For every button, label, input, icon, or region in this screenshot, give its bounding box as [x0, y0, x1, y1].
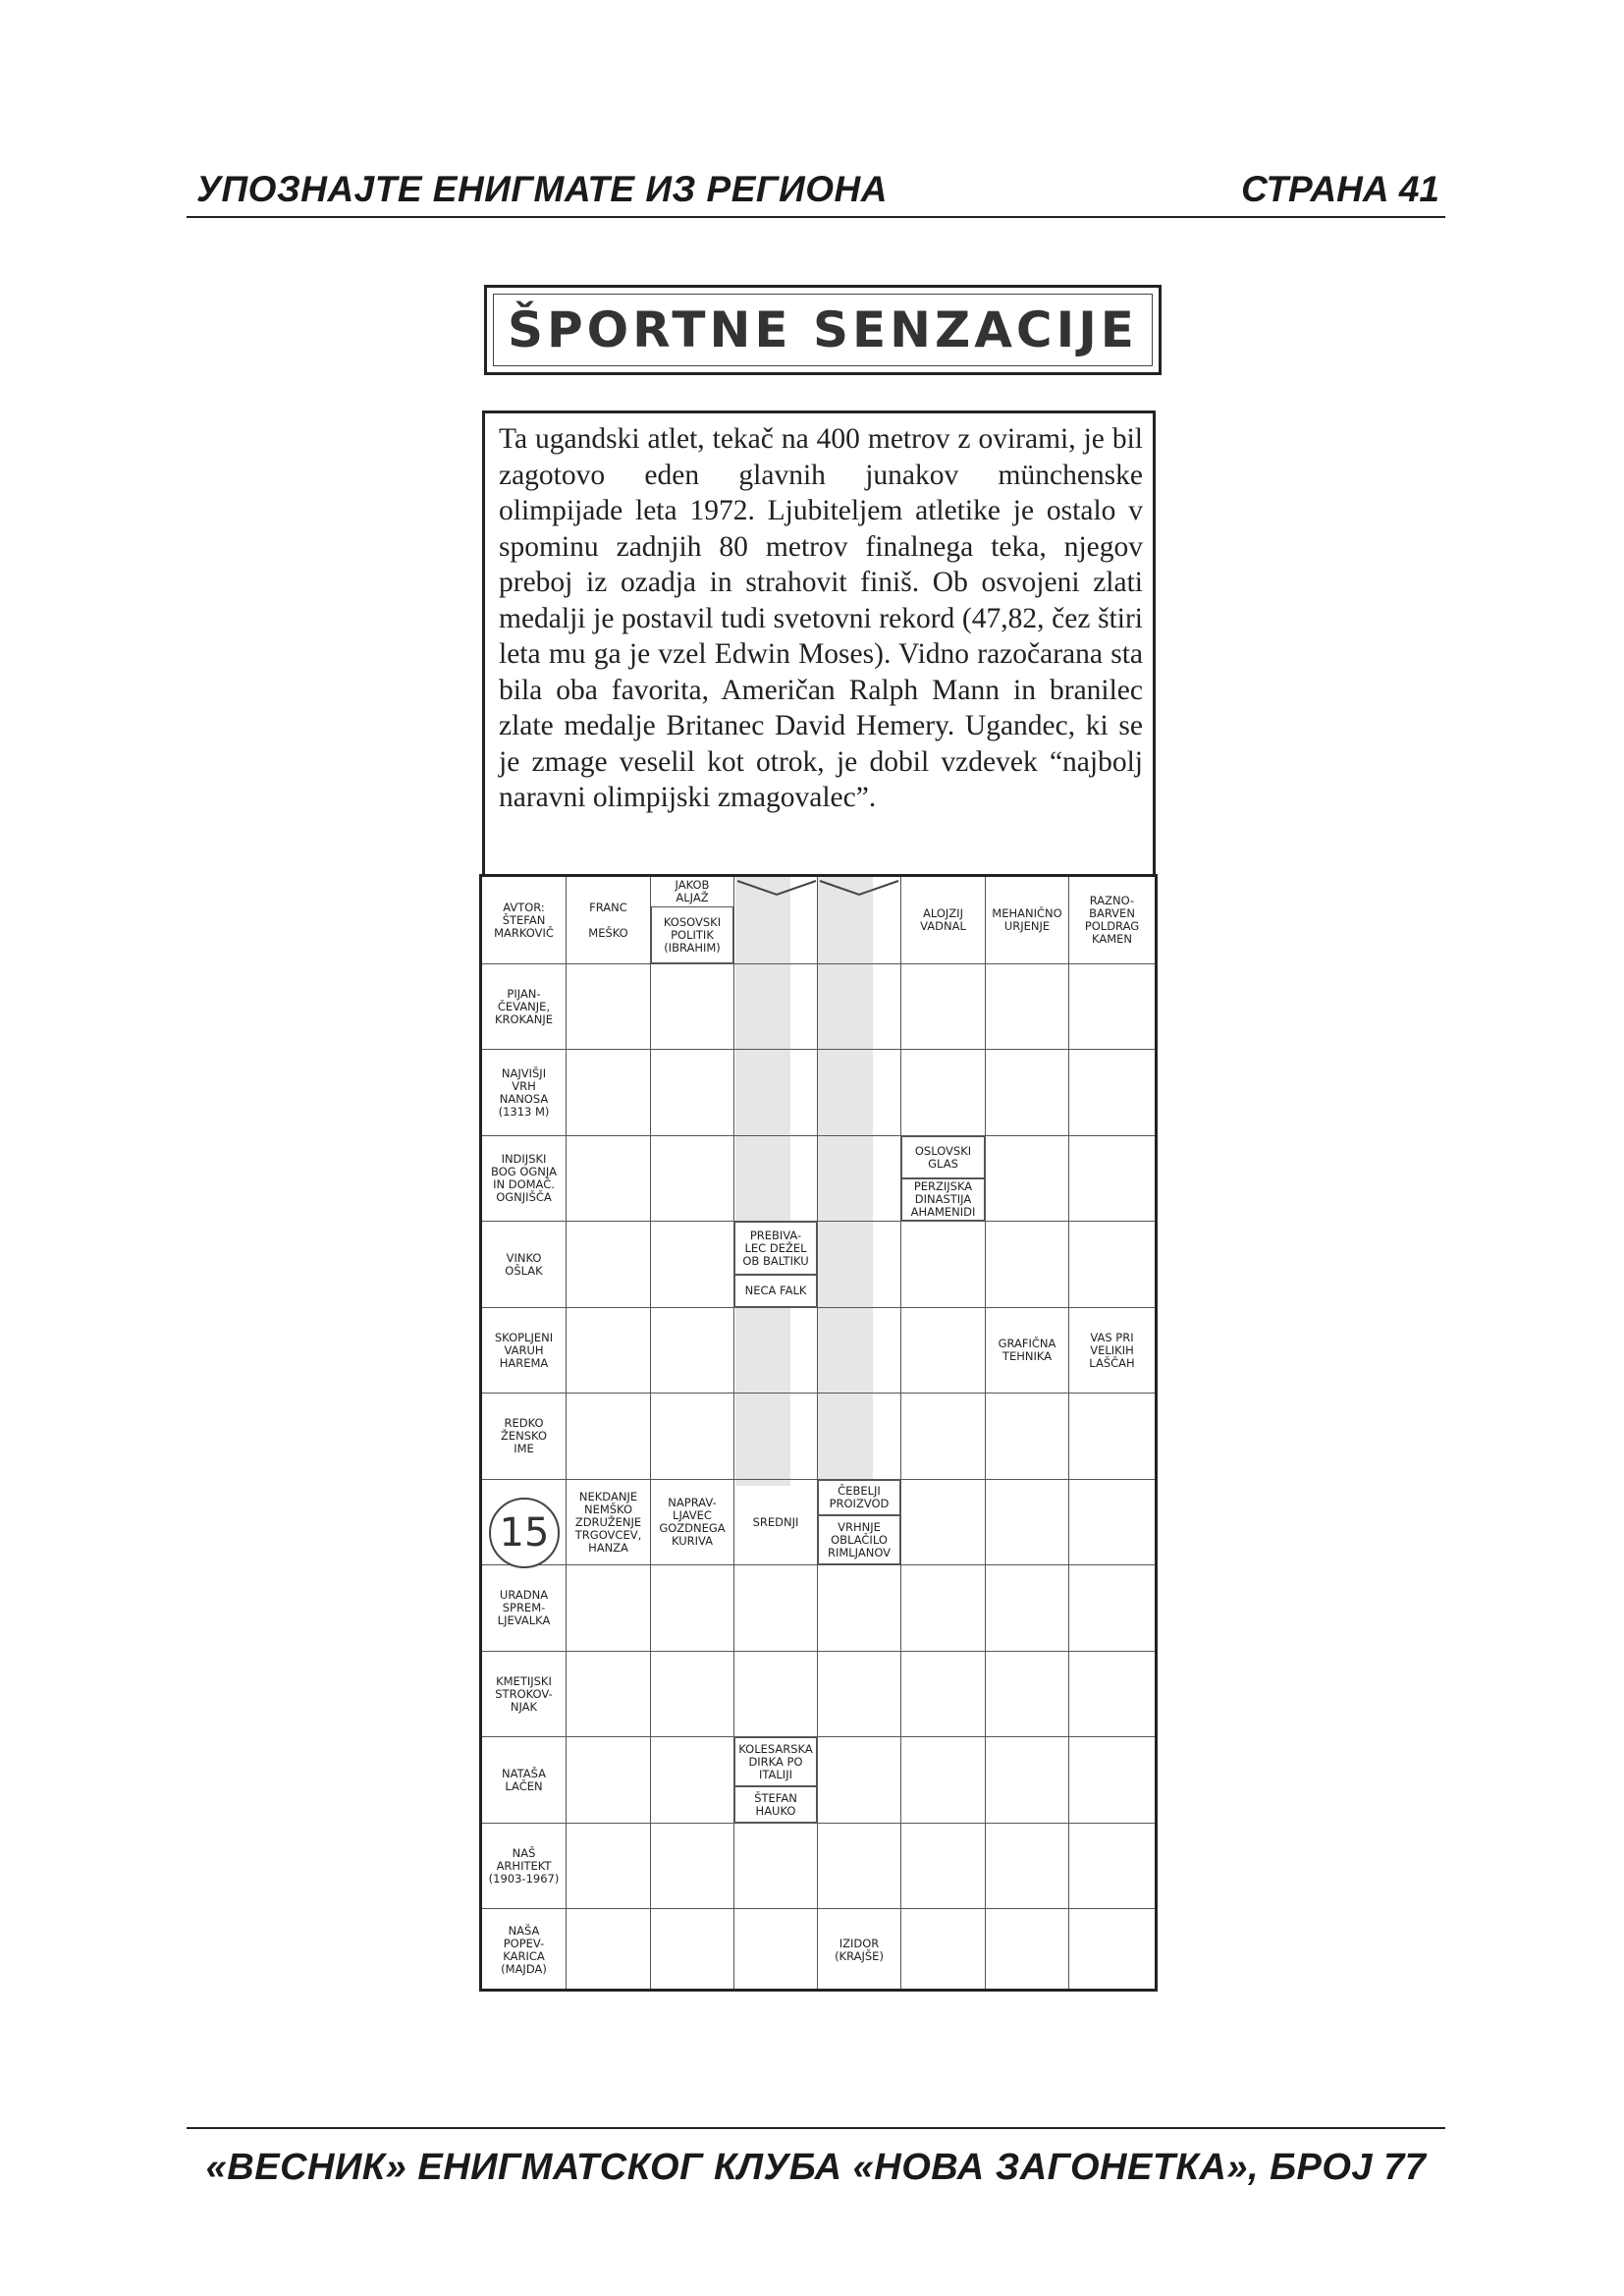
clue-cell: JAKOB ALJAŽ	[675, 878, 710, 904]
clue-cell: NAŠ ARHITEKT (1903-1967)	[488, 1845, 560, 1886]
clue-cell: NAŠA POPEV- KARICA (MAJDA)	[501, 1923, 547, 1976]
arrow-down-icon	[735, 877, 818, 897]
clue-cell: REDKO ŽENSKO IME	[500, 1416, 547, 1455]
clue-cell: URADNA SPREM- LJEVALKA	[497, 1588, 551, 1627]
shaded-column	[735, 877, 790, 1486]
clue-cell: FRANC MEŠKO	[588, 900, 628, 940]
clue-cell: PIJAN- ČEVANJE, KROKANJE	[494, 986, 554, 1026]
clue-cell: ŠTEFAN HAUKO	[734, 1786, 817, 1823]
clue-cell: ČEBELJI PROIZVOD	[818, 1480, 900, 1515]
puzzle-number-badge: 15	[488, 1494, 561, 1572]
footer-text: «ВЕСНИК» ЕНИГМАТСКОГ КЛУБА «НОВА ЗАГОНЕТКА», БРОЈ 77	[205, 2147, 1427, 2188]
clue-cell: NECA FALK	[734, 1275, 817, 1307]
clue-cell: KMETIJSKI STROKOV- NJAK	[495, 1673, 553, 1714]
clue-cell: NATAŠA LAČEN	[502, 1766, 546, 1793]
clue-cell: NAJVIŠJI VRH NANOSA (1313 M)	[498, 1066, 550, 1119]
clue-cell: KOSOVSKI POLITIK (IBRAHIM)	[651, 906, 733, 963]
clue-cell: NEKDANJE NEMŠKO ZDRUŽENJE TRGOVCEV, HANZA	[574, 1489, 642, 1555]
page-footer	[187, 2127, 1445, 2188]
puzzle-title-box	[484, 285, 1162, 375]
clue-cell: SREDNJI	[752, 1514, 799, 1529]
author-credit: AVTOR: ŠTEFAN MARKOVIČ	[494, 900, 554, 940]
clue-cell: VAS PRI VELIKIH LAŠČAH	[1089, 1330, 1135, 1370]
clue-cell: OSLOVSKI GLAS	[901, 1136, 985, 1178]
clue-cell: ALOJZIJ VADNAL	[920, 906, 966, 933]
clue-cell: VINKO OŠLAK	[505, 1250, 543, 1278]
clue-cell: SKOPLJENI VARUH HAREMA	[494, 1330, 554, 1370]
shaded-column	[818, 877, 873, 1486]
clue-cell: PREBIVA- LEC DEŽEL OB BALTIKU	[734, 1222, 817, 1275]
clue-cell: NAPRAV- LJAVEC GOZDNEGA KURIVA	[659, 1496, 726, 1548]
page-number: СТРАНА 41	[1241, 169, 1439, 209]
clue-cell: VRHNJE OBLAČILO RIMLJANOV	[818, 1515, 900, 1564]
crossword-grid	[479, 874, 1158, 1992]
clue-cell: MEHANIČNO URJENJE	[992, 906, 1062, 933]
clue-cell: INDIJSKI BOG OGNJA IN DOMAČ. OGNJIŠČA	[491, 1152, 557, 1204]
clue-cell: GRAFIČNA TEHNIKA	[998, 1337, 1056, 1363]
arrow-down-icon	[818, 877, 900, 897]
clue-cell: PERZIJSKA DINASTIJA AHAMENIDI	[901, 1178, 985, 1221]
intro-paragraph: Ta ugandski atlet, tekač na 400 metrov z ovirami, je bil zagotovo eden glavnih junakov münchenske olimpijade leta 1972. Ljubiteljem atletike je ostalo v spominu zadnjih 80 metrov finalnega teka, njegov preboj iz ozadja in strahovit finiš. Ob osvojeni zlati medalji je postavil tudi svetovni rekord (47,82, čez štiri leta mu ga je vzel Edwin Moses). Vidno razočarana sta bila oba favorita, Američan Ralph Mann in branilec zlate medalje Britanec David Hemery. Ugandec, ki se je zmage veselil kot otrok, je dobil vzdevek “najbolj naravni olimpijski zmagovalec”.	[482, 410, 1156, 874]
clue-cell: RAZNO- BARVEN POLDRAG KAMEN	[1084, 894, 1140, 946]
puzzle-title: ŠPORTNE SENZACIJE	[508, 301, 1138, 358]
clue-cell: IZIDOR (KRAJŠE)	[835, 1936, 884, 1963]
page-header	[187, 169, 1445, 218]
section-title: УПОЗНАЈТЕ ЕНИГМАТЕ ИЗ РЕГИОНА	[196, 169, 888, 209]
clue-cell: KOLESARSKA DIRKA PO ITALIJI	[734, 1737, 817, 1786]
